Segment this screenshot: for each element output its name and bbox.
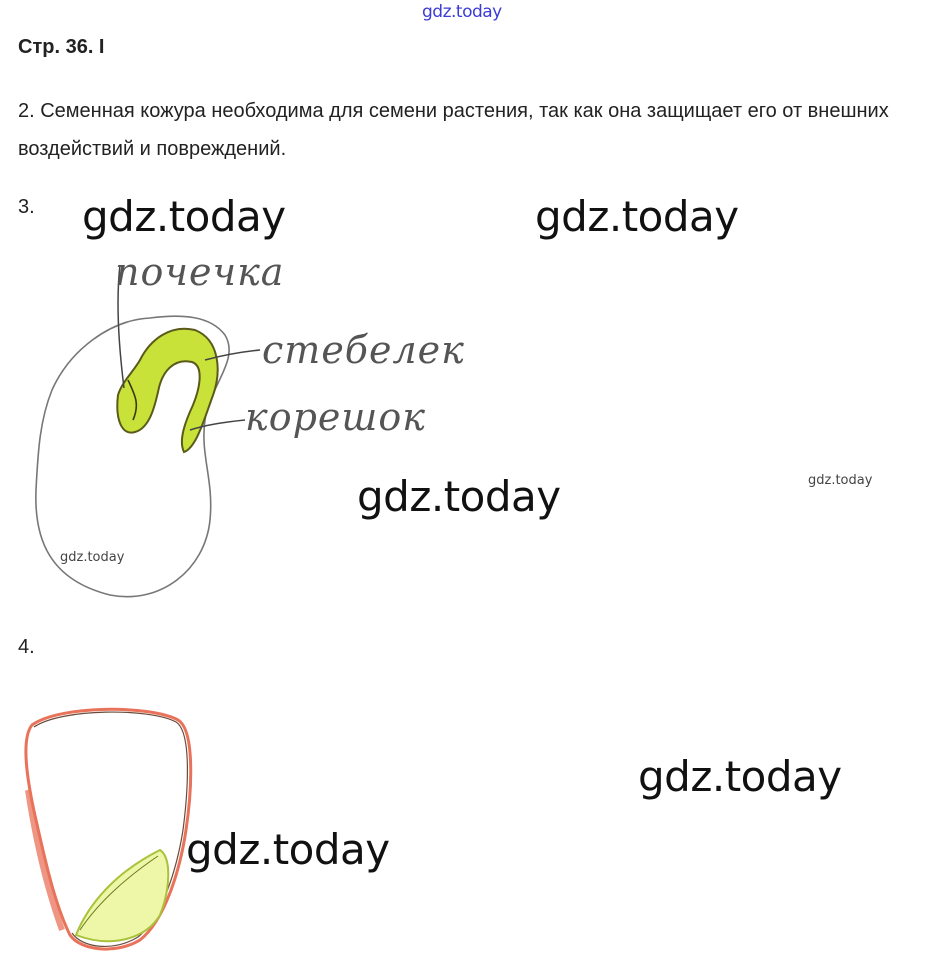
watermark: gdz.today xyxy=(535,192,739,241)
answer-4-number: 4. xyxy=(18,636,35,658)
label-stem: стебелек xyxy=(262,328,465,372)
watermark: gdz.today xyxy=(186,825,390,874)
answer-2-text: 2. Семенная кожура необходима для семени растения, так как она защищает его от внешних воздействий и повреждений. xyxy=(18,100,889,160)
answer-3-number: 3. xyxy=(18,196,35,218)
endosperm-embryo xyxy=(76,850,168,941)
label-bud: почечка xyxy=(115,250,285,294)
watermark: gdz.today xyxy=(82,192,286,241)
watermark: gdz.today xyxy=(638,752,842,801)
watermark-small: gdz.today xyxy=(808,473,873,488)
watermark-small: gdz.today xyxy=(60,550,125,565)
label-root: корешок xyxy=(245,395,426,439)
header-watermark: gdz.today xyxy=(422,2,502,22)
page-title: Стр. 36. I xyxy=(18,36,105,58)
watermark: gdz.today xyxy=(357,472,561,521)
